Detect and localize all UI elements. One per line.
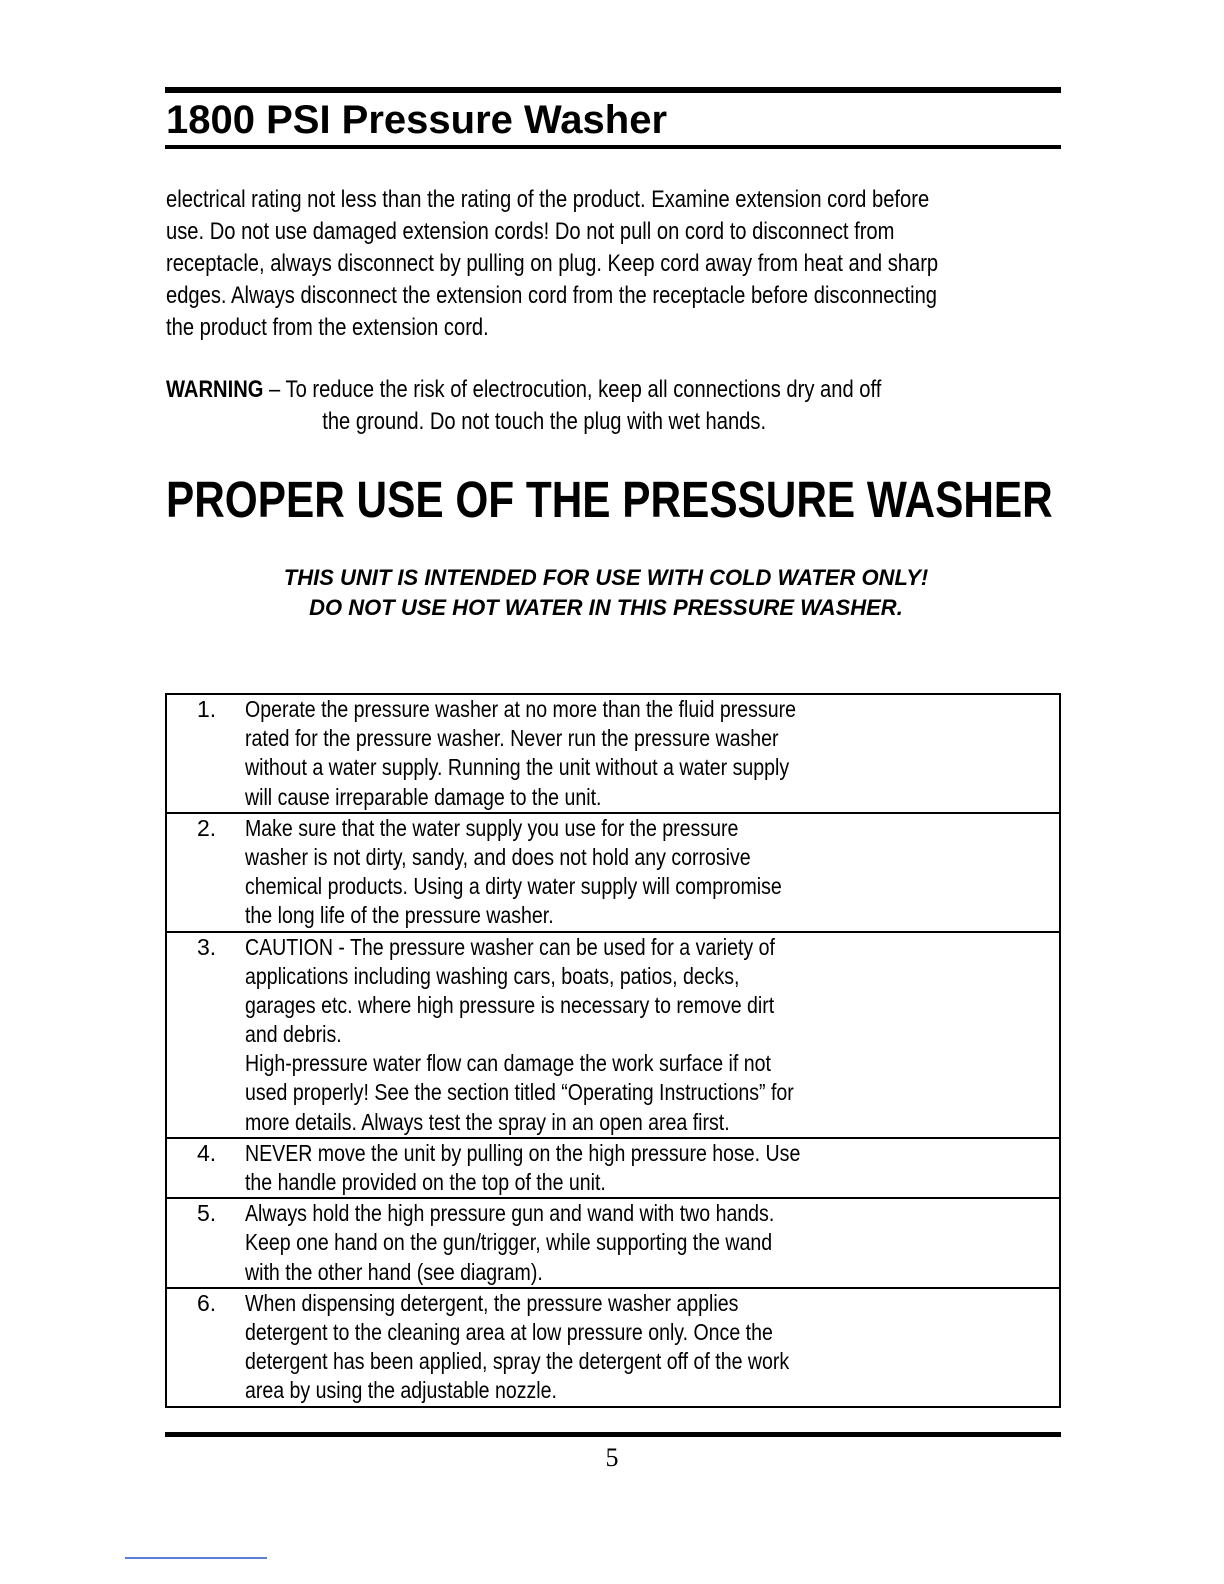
rule-text	[245, 695, 1095, 812]
table-row	[166, 1138, 1060, 1198]
rule-line: Make sure that the water supply you use for the pressure	[245, 814, 739, 841]
rule-text	[245, 1289, 1095, 1406]
rule-line: rated for the pressure washer. Never run the pressure washer	[245, 725, 779, 752]
rule-line: and debris.	[245, 1021, 342, 1048]
warning-first-line	[166, 374, 1061, 406]
usage-rules-body	[166, 694, 1060, 1407]
rule-line: Always hold the high pressure gun and wand with two hands.	[245, 1200, 775, 1227]
rule-line: chemical products. Using a dirty water supply will compromise	[245, 873, 782, 900]
intro-line: edges. Always disconnect the extension cord from the receptacle before disconnecting	[166, 282, 938, 309]
footer-link-underline	[125, 1557, 267, 1559]
rule-line: without a water supply. Running the unit without a water supply	[245, 754, 790, 781]
rule-line: When dispensing detergent, the pressure washer applies	[245, 1289, 739, 1316]
page-title: 1800 PSI Pressure Washer	[166, 98, 668, 142]
rule-number-cell	[166, 932, 245, 1138]
rule-line: NEVER move the unit by pulling on the high pressure hose. Use	[245, 1139, 801, 1166]
rule-line: will cause irreparable damage to the unit.	[245, 783, 602, 810]
rule-line: garages etc. where high pressure is necessary to remove dirt	[245, 991, 775, 1018]
rule-line: the long life of the pressure washer.	[245, 902, 554, 929]
warning-second-line: the ground. Do not touch the plug with wet hands.	[322, 408, 767, 435]
rule-number: 5.	[197, 1200, 217, 1227]
intro-paragraph	[166, 184, 1061, 344]
intro-line: electrical rating not less than the rating of the product. Examine extension cord before	[166, 186, 930, 213]
rule-text	[245, 1199, 1095, 1287]
intro-line: receptacle, always disconnect by pulling on plug. Keep cord away from heat and sharp	[166, 250, 939, 277]
rule-line: detergent to the cleaning area at low pressure only. Once the	[245, 1318, 773, 1345]
rule-number-cell	[166, 694, 245, 813]
usage-rules-table	[165, 693, 1061, 1408]
rule-line: with the other hand (see diagram).	[245, 1258, 543, 1285]
rule-text	[245, 814, 1095, 931]
intro-line: the product from the extension cord.	[166, 314, 489, 341]
rule-number: 2.	[197, 814, 217, 841]
rule-number: 3.	[197, 933, 217, 960]
rule-number: 1.	[197, 696, 217, 722]
rule-number-cell	[166, 1198, 245, 1288]
header-top-rule	[165, 87, 1061, 93]
rule-text-cell	[245, 813, 1060, 932]
header-bottom-rule	[165, 145, 1061, 149]
rule-number: 4.	[197, 1139, 217, 1166]
rule-text-cell	[245, 932, 1060, 1138]
rule-line: detergent has been applied, spray the detergent off of the work	[245, 1348, 790, 1375]
footer-rule	[165, 1432, 1061, 1437]
rule-line: Keep one hand on the gun/trigger, while supporting the wand	[245, 1229, 773, 1256]
rule-text-cell	[245, 694, 1060, 813]
rule-text-cell	[245, 1138, 1060, 1198]
rule-line: more details. Always test the spray in an open area first.	[245, 1108, 730, 1135]
page-number: 5	[605, 1443, 619, 1472]
rule-line: applications including washing cars, boats, patios, decks,	[245, 962, 740, 989]
rule-text	[245, 1139, 1095, 1197]
rule-line: the handle provided on the top of the unit.	[245, 1169, 606, 1195]
table-row	[166, 1288, 1060, 1407]
rule-line: used properly! See the section titled “Operating Instructions” for	[245, 1079, 794, 1106]
warning-text: – To reduce the risk of electrocution, keep all connections dry and off	[263, 376, 882, 403]
rule-text	[245, 933, 1095, 1137]
warning-paragraph	[166, 374, 1061, 438]
rule-number-cell	[166, 1138, 245, 1198]
rule-number-cell	[166, 1288, 245, 1407]
notice-line: DO NOT USE HOT WATER IN THIS PRESSURE WASHER.	[309, 595, 903, 620]
intro-line: use. Do not use damaged extension cords! Do not pull on cord to disconnect from	[166, 218, 895, 245]
warning-label: WARNING	[166, 376, 264, 403]
cold-water-notice	[166, 563, 1046, 623]
rule-text-cell	[245, 1288, 1060, 1407]
section-heading: PROPER USE OF THE PRESSURE WASHER	[166, 471, 1053, 528]
rule-number: 6.	[197, 1289, 217, 1316]
table-row	[166, 813, 1060, 932]
rule-line: washer is not dirty, sandy, and does not hold any corrosive	[245, 843, 751, 870]
rule-line: area by using the adjustable nozzle.	[245, 1377, 557, 1404]
table-row	[166, 1198, 1060, 1288]
rule-line: High-pressure water flow can damage the work surface if not	[245, 1050, 771, 1077]
table-row	[166, 932, 1060, 1138]
rule-number-cell	[166, 813, 245, 932]
rule-text-cell	[245, 1198, 1060, 1288]
table-row	[166, 694, 1060, 813]
notice-line: THIS UNIT IS INTENDED FOR USE WITH COLD WATER ONLY!	[283, 565, 929, 590]
rule-line: CAUTION - The pressure washer can be used for a variety of	[245, 933, 775, 960]
rule-line: Operate the pressure washer at no more than the fluid pressure	[245, 696, 796, 722]
